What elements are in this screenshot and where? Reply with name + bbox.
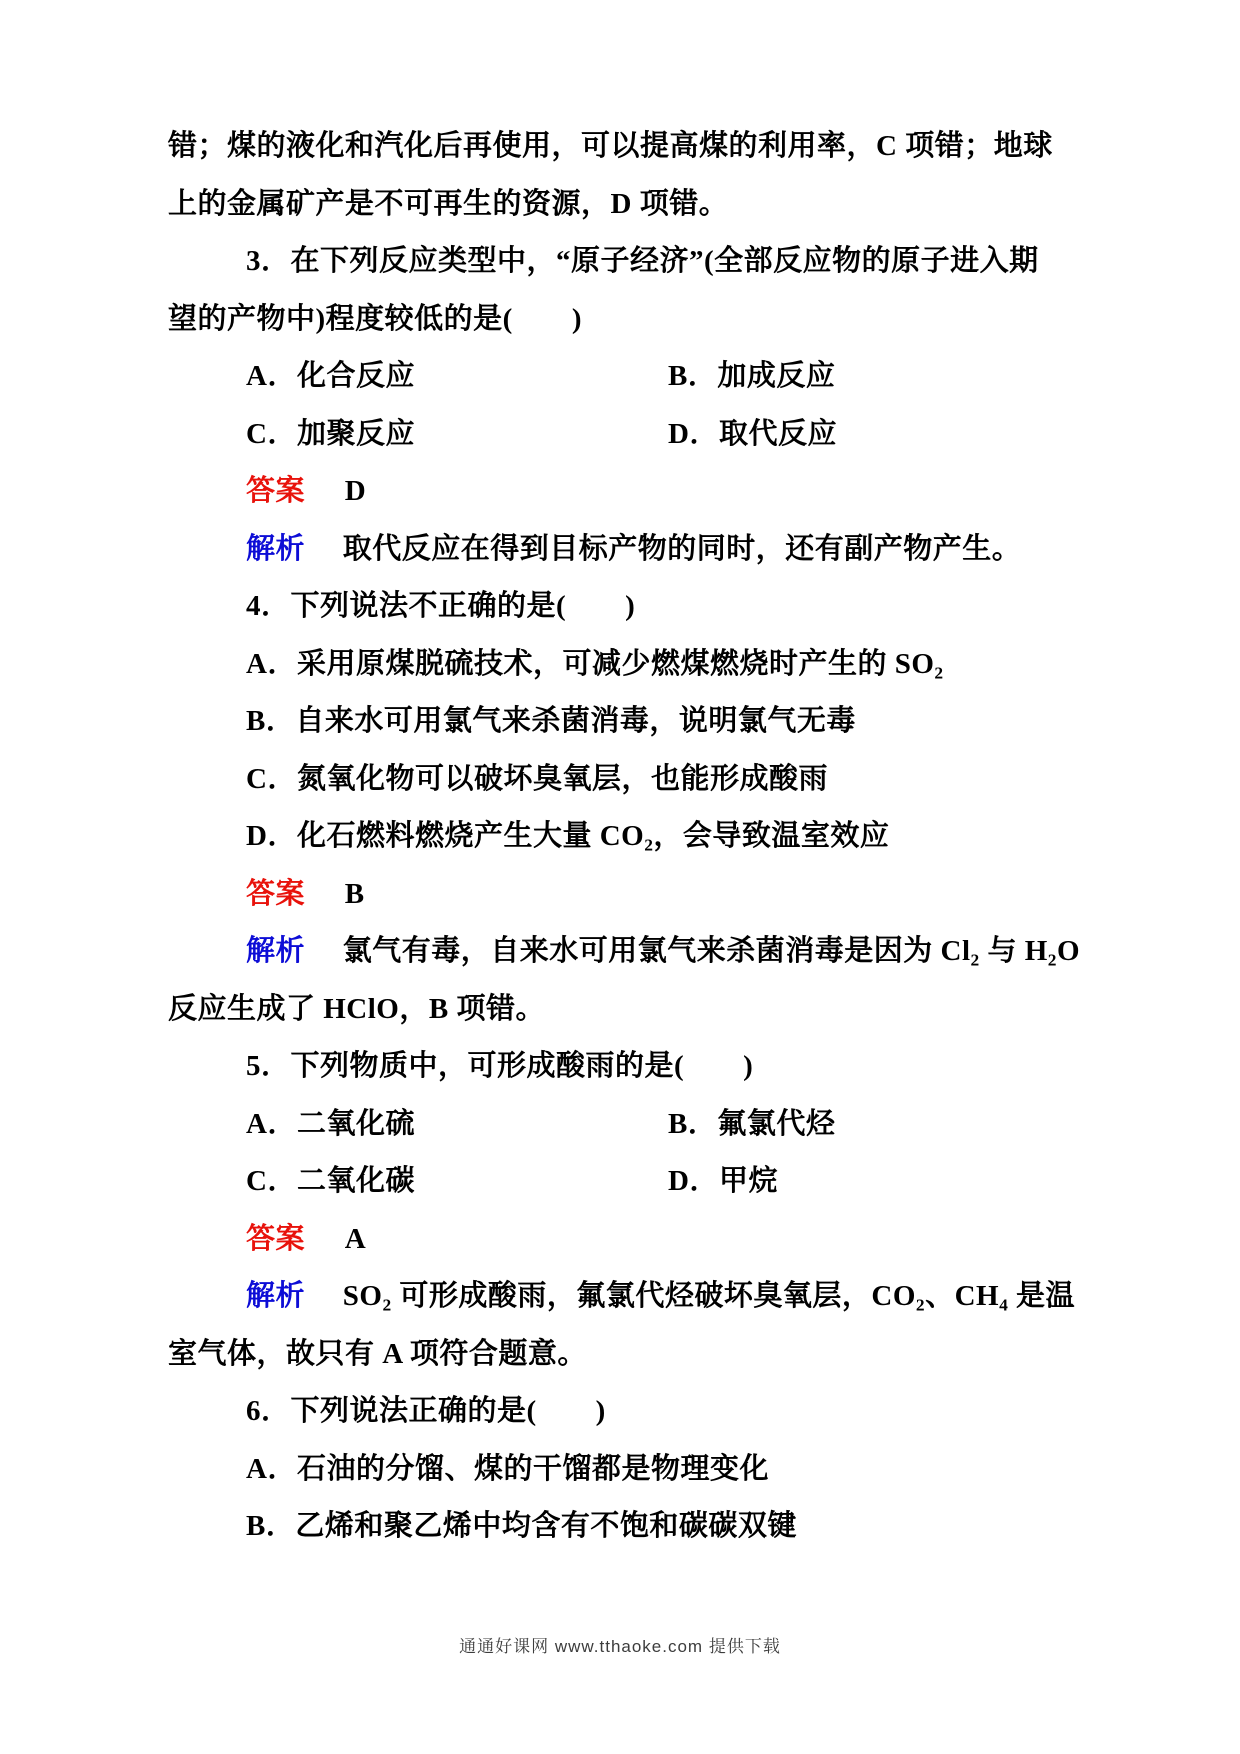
answer-label: 答案 <box>246 877 306 910</box>
question-3-stem-line-1: 3．在下列反应类型中，“原子经济”(全部反应物的原子进入期 <box>246 245 1039 277</box>
question-6-option-b: B．乙烯和聚乙烯中均含有不饱和碳碳双键 <box>246 1510 797 1542</box>
explanation-continuation-line: 上的金属矿产是不可再生的资源，D 项错。 <box>168 187 729 220</box>
question-4-answer-line <box>168 866 1080 924</box>
question-3-answer-value: D <box>344 475 367 507</box>
question-4-option-a: A．采用原煤脱硫技术，可减少燃煤燃烧时产生的 SO₂ <box>246 647 944 680</box>
analysis-label: 解析 <box>246 532 306 565</box>
analysis-label: 解析 <box>246 935 306 967</box>
question-5-answer-value: A <box>344 1222 367 1255</box>
question-4-answer-value: B <box>344 877 365 910</box>
answer-label: 答案 <box>246 475 306 507</box>
question-3-options-row-1 <box>168 348 1080 406</box>
question-3-analysis-line <box>168 521 1080 579</box>
page-content <box>168 118 1080 1556</box>
question-3-options-row-2 <box>168 406 1080 464</box>
question-6-option-a: A．石油的分馏、煤的干馏都是物理变化 <box>246 1452 769 1485</box>
question-4-analysis-text: 氯气有毒，自来水可用氯气来杀菌消毒是因为 Cl₂ 与 H₂O <box>342 935 1081 967</box>
answer-label: 答案 <box>246 1222 306 1255</box>
question-5-option-c: C．二氧化碳 <box>246 1165 415 1197</box>
question-5-options-row-1 <box>168 1096 1080 1154</box>
question-6-stem-line-1: 6．下列说法正确的是( ) <box>246 1395 606 1427</box>
question-4-stem-line-1: 4．下列说法不正确的是( ) <box>246 590 636 622</box>
question-5-stem-line-1: 5．下列物质中，可形成酸雨的是( ) <box>246 1050 754 1082</box>
question-4-analysis-line-2: 反应生成了 HClO，B 项错。 <box>168 992 545 1025</box>
question-4-option-c: C．氮氧化物可以破坏臭氧层，也能形成酸雨 <box>246 762 828 795</box>
question-3-analysis-text: 取代反应在得到目标产物的同时，还有副产物产生。 <box>342 532 1022 565</box>
question-3-answer-line <box>168 463 1080 521</box>
footer-watermark: 通通好课网 www.tthaoke.com 提供下载 <box>459 1637 781 1656</box>
question-3-option-d: D．取代反应 <box>668 417 837 450</box>
analysis-label: 解析 <box>246 1280 306 1312</box>
question-5-options-row-2 <box>168 1153 1080 1211</box>
explanation-continuation-line: 错；煤的液化和汽化后再使用，可以提高煤的利用率，C 项错；地球 <box>168 130 1053 162</box>
question-3-option-c: C．加聚反应 <box>246 417 415 450</box>
question-5-analysis-text: SO₂ 可形成酸雨，氟氯代烃破坏臭氧层，CO₂、CH₄ 是温 <box>342 1280 1076 1312</box>
question-5-analysis-line-2: 室气体，故只有 A 项符合题意。 <box>168 1337 587 1370</box>
question-5-option-a: A．二氧化硫 <box>246 1107 415 1140</box>
question-5-analysis-line-1 <box>168 1268 1080 1326</box>
question-4-option-b: B．自来水可用氯气来杀菌消毒，说明氯气无毒 <box>246 705 856 737</box>
question-5-option-b: B．氟氯代烃 <box>668 1107 836 1140</box>
question-3-option-a: A．化合反应 <box>246 360 415 392</box>
question-4-analysis-line-1 <box>168 923 1080 981</box>
question-5-option-d: D．甲烷 <box>668 1165 778 1197</box>
question-3-stem-line-2: 望的产物中)程度较低的是( ) <box>168 302 582 335</box>
question-4-option-d: D．化石燃料燃烧产生大量 CO₂，会导致温室效应 <box>246 820 890 852</box>
question-5-answer-line <box>168 1211 1080 1269</box>
question-3-option-b: B．加成反应 <box>668 360 836 392</box>
